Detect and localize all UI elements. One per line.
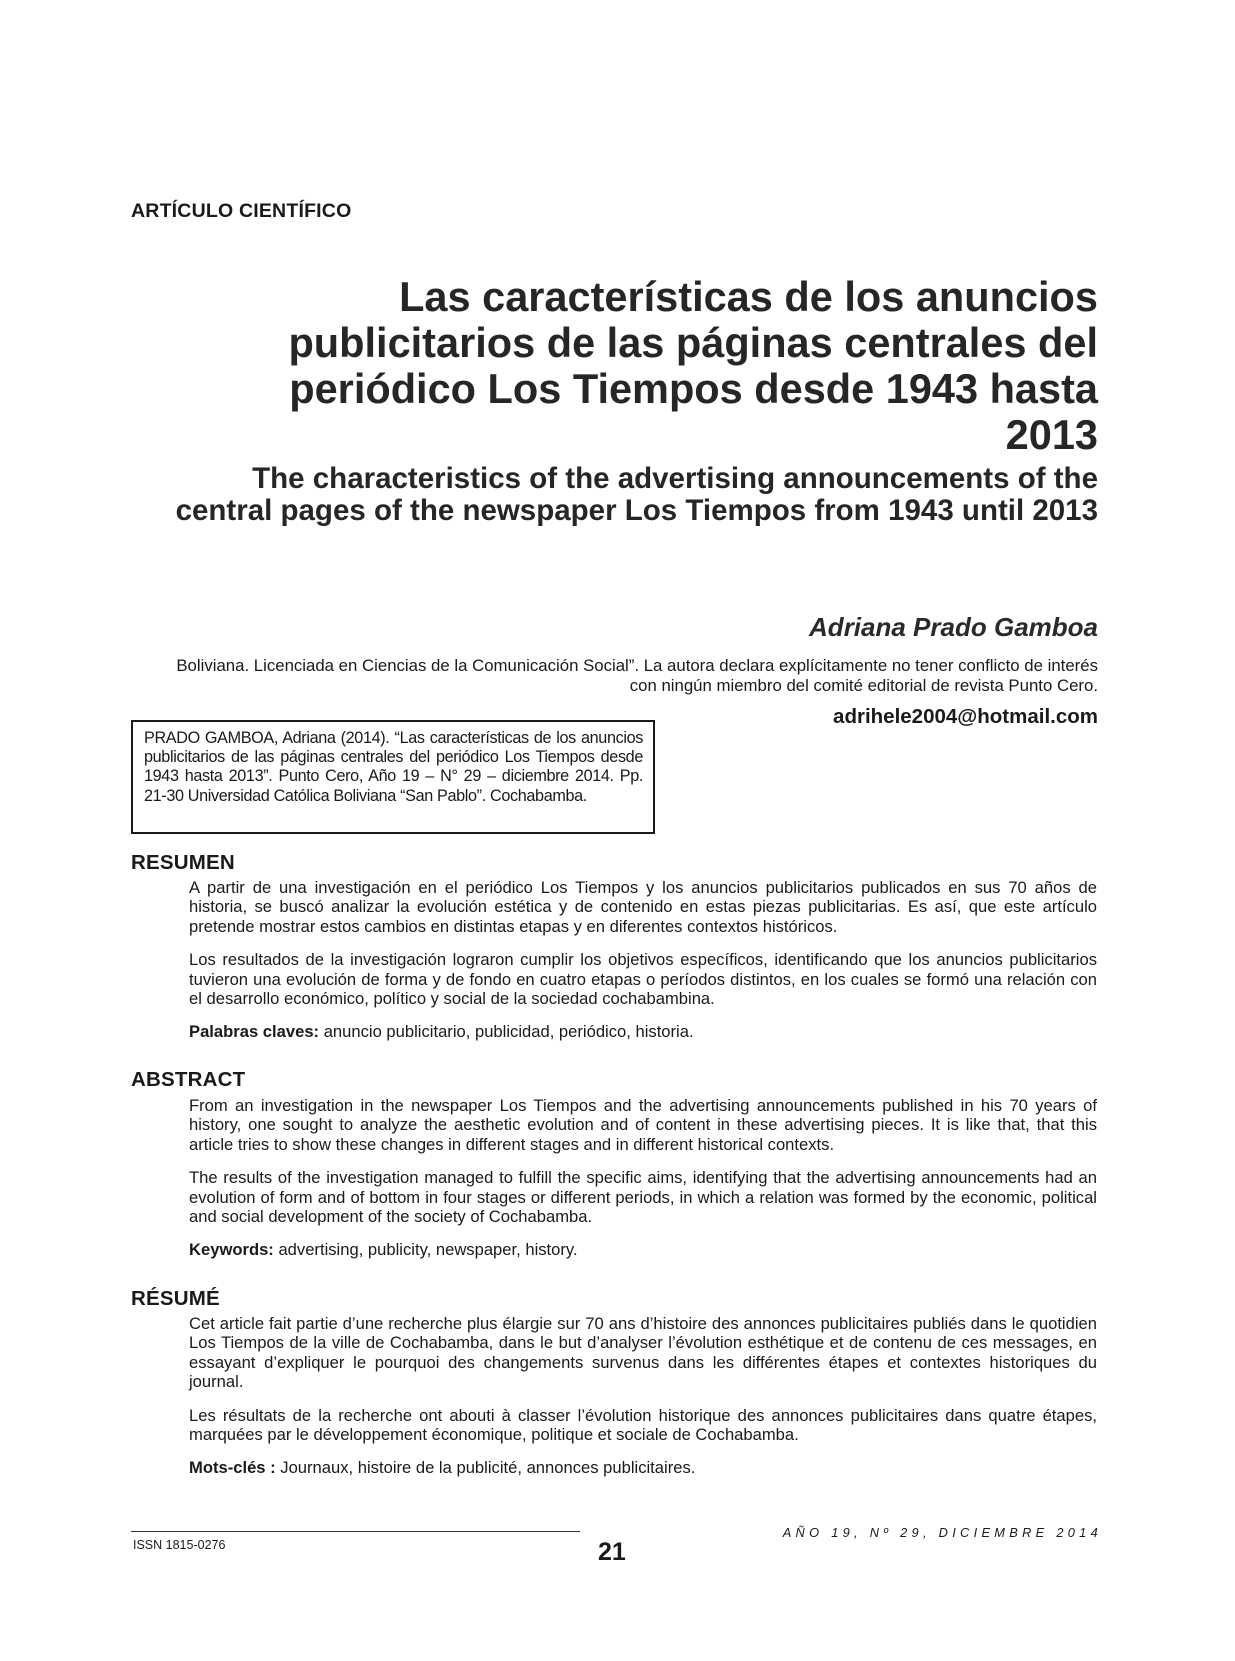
abstract-keywords-label: Keywords: [189,1240,274,1260]
resumen-keywords [189,1022,1097,1041]
abstract-section [189,1096,1097,1274]
resumen-keywords-label: Palabras claves: [189,1022,320,1042]
resume-keywords-text: Journaux, histoire de la publicité, annonces publicitaires. [275,1458,696,1478]
resume-heading: RÉSUMÉ [131,1287,220,1310]
abstract-keywords-text: advertising, publicity, newspaper, history. [273,1240,578,1260]
article-title-spanish: Las características de los anuncios publicitarios de las páginas centrales del periódico Los Tiempos desde 1943 hasta 2013 [288,273,1098,458]
resumen-paragraph-2: Los resultados de la investigación lograron cumplir los objetivos específicos, identificando que los anuncios publicitarios tuvieron una evolución de forma y de fondo en cuatro etapas o períodos distintos, en los cuales se formó una relación con el desarrollo económico, político y social de la sociedad cochabambina. [189,950,1097,1009]
resume-keywords [189,1458,1097,1477]
section-type-label: ARTÍCULO CIENTÍFICO [131,200,352,222]
footer-issn: ISSN 1815-0276 [133,1538,226,1552]
resume-paragraph-1: Cet article fait partie d’une recherche plus élargie sur 70 ans d’histoire des annonces publicitaires publiés dans le quotidien Los Tiempos de la ville de Cochabamba, dans le but d’analyser l’évolution esthétique et de contenu de ces messages, en essayant d’expliquer le pourquoi des changements survenus dans les différentes étapes et contextes historiques du journal. [189,1314,1097,1392]
article-title-english: The characteristics of the advertising announcements of the central pages of the newspaper Los Tiempos from 1943 until 2013 [175,462,1098,527]
abstract-paragraph-2: The results of the investigation managed to fulfill the specific aims, identifying that the advertising announcements had an evolution of form and of bottom in four stages or different periods, in which a relation was formed by the economic, political and social development of the society of Cochabamba. [189,1168,1097,1227]
resumen-heading: RESUMEN [131,851,235,874]
resume-keywords-label: Mots-clés : [189,1458,276,1478]
footer-rule [131,1531,580,1532]
page-number: 21 [598,1538,626,1566]
resumen-keywords-text: anuncio publicitario, publicidad, periódico, historia. [319,1022,694,1042]
author-email: adrihele2004@hotmail.com [833,705,1098,728]
abstract-paragraph-1: From an investigation in the newspaper Los Tiempos and the advertising announcements published in his 70 years of history, one sought to analyze the aesthetic evolution and of content in these advertising pieces. It is like that, that this article tries to show these changes in different stages and in different historical contexts. [189,1096,1097,1154]
resumen-paragraph-1: A partir de una investigación en el periódico Los Tiempos y los anuncios publicitarios publicados en sus 70 años de historia, se buscó analizar la evolución estética y de contenido en estas piezas publicitarias. Es así, que este artículo pretende mostrar estos cambios en distintas etapas y en diferentes contextos históricos. [189,878,1097,936]
resume-paragraph-2: Les résultats de la recherche ont abouti à classer l’évolution historique des annonces publicitaires dans quatre étapes, marquées par le développement économique, politique et sociale de Cochabamba. [189,1405,1097,1445]
abstract-keywords [189,1240,1097,1259]
resume-section [189,1314,1097,1492]
resumen-section [189,878,1097,1056]
citation-box: PRADO GAMBOA, Adriana (2014). “Las características de los anuncios publicitarios de las páginas centrales del periódico Los Tiempos desde 1943 hasta 2013”. Punto Cero, Año 19 – N° 29 – diciembre 2014. Pp. 21-30 Universidad Católica Boliviana “San Pablo”. Cochabamba. [131,720,655,834]
author-affiliation: Boliviana. Licenciada en Ciencias de la Comunicación Social”. La autora declara explícitamente no tener conflicto de interés con ningún miembro del comité editorial de revista Punto Cero. [176,656,1098,695]
footer-issue: AÑO 19, Nº 29, DICIEMBRE 2014 [782,1525,1102,1540]
author-name: Adriana Prado Gamboa [809,612,1098,642]
abstract-heading: ABSTRACT [131,1068,246,1091]
